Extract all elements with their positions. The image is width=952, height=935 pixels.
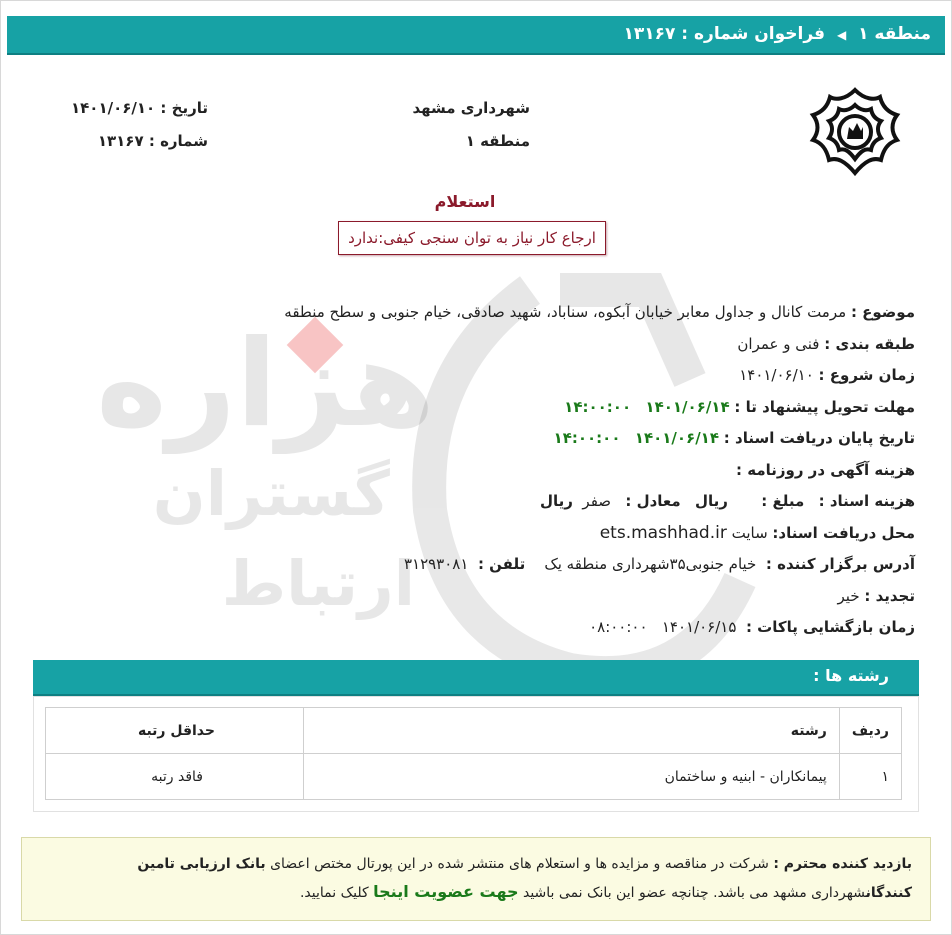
- start-value: ۱۴۰۱/۰۶/۱۰: [739, 366, 814, 384]
- header-meta: [38, 92, 208, 158]
- doc-end-label: تاریخ پایان دریافت اسناد :: [723, 429, 915, 447]
- doc-cost-label: هزینه اسناد :: [818, 492, 915, 510]
- renew-label: تجدید :: [864, 586, 915, 605]
- cell-field: پیمانکاران - ابنیه و ساختمان: [304, 754, 840, 800]
- tender-details: [35, 298, 915, 645]
- col-header-row-number: ردیف: [839, 708, 901, 754]
- page-title: استعلام: [434, 192, 496, 211]
- number-value: ۱۳۱۶۷: [97, 132, 144, 150]
- renew-row: [35, 582, 915, 614]
- renew-value: خیر: [837, 586, 860, 605]
- header-number: [38, 125, 208, 158]
- start-label: زمان شروع :: [818, 366, 915, 384]
- notice-bank: بانک ارزیابی تامین کنندگان: [137, 856, 912, 901]
- rial-label-2: ریال: [539, 492, 573, 510]
- org-name: شهرداری مشهد: [412, 99, 530, 117]
- subject-label: موضوع :: [850, 303, 915, 321]
- fields-title: رشته ها :: [813, 666, 889, 685]
- doc-place-prefix: سایت: [731, 523, 768, 542]
- fields-table: [45, 707, 902, 800]
- doc-place-row: [35, 519, 915, 551]
- table-header-row: [46, 708, 902, 754]
- cell-min-rank: فاقد رتبه: [46, 754, 304, 800]
- open-time: ۰۸:۰۰:۰۰: [589, 618, 648, 636]
- table-row: [46, 754, 902, 800]
- doc-place-label: محل دریافت اسناد:: [772, 523, 915, 542]
- chevron-left-icon: ◀: [836, 28, 847, 42]
- visitor-notice: [21, 837, 931, 921]
- header-date: [38, 92, 208, 125]
- membership-link[interactable]: جهت عضویت اینجا: [373, 882, 519, 901]
- ad-cost-label: هزینه آگهی در روزنامه :: [736, 460, 915, 479]
- doc-end-date: ۱۴۰۱/۰۶/۱۴: [634, 429, 719, 447]
- date-value: ۱۴۰۱/۰۶/۱۰: [70, 99, 156, 117]
- phone-value: ۳۱۲۹۳۰۸۱: [403, 555, 469, 573]
- notice-text-3: کلیک نمایید.: [299, 885, 369, 901]
- cell-row-number: ۱: [839, 754, 901, 800]
- col-header-min-rank: حداقل رتبه: [46, 708, 304, 754]
- doc-end-row: [35, 424, 915, 456]
- category-label: طبقه بندی :: [824, 334, 915, 353]
- equiv-label: معادل :: [625, 492, 681, 510]
- address-label: آدرس برگزار کننده :: [765, 555, 915, 573]
- notice-text-2: شهرداری مشهد می باشد. چنانچه عضو این بانک نمی باشید: [522, 885, 866, 901]
- breadcrumb-bar: [7, 16, 945, 55]
- open-label: زمان بازگشایی پاکات :: [745, 618, 915, 636]
- notice-lead: بازدید کننده محترم :: [773, 856, 912, 872]
- subject-value: مرمت کانال و جداول معابر خیابان آبکوه، سناباد، شهید صادقی، خیام جنوبی و سطح منطقه: [284, 303, 847, 321]
- col-header-field: رشته: [304, 708, 840, 754]
- address-row: [35, 550, 915, 582]
- date-label: تاریخ :: [160, 99, 208, 117]
- fields-section-header: [33, 660, 919, 696]
- deadline-time: ۱۴:۰۰:۰۰: [564, 397, 632, 416]
- category-row: [35, 330, 915, 362]
- breadcrumb-call: فراخوان شماره : ۱۳۱۶۷: [623, 24, 826, 44]
- notice-text-1: شرکت در مناقصه و مزایده ها و استعلام های منتشر شده در این پورتال مختص اعضای: [270, 856, 769, 872]
- ad-cost-row: [35, 456, 915, 488]
- mashhad-municipality-logo-icon: [805, 85, 905, 180]
- rial-label-1: ریال: [694, 492, 728, 510]
- subject-row: [35, 298, 915, 330]
- deadline-row: [35, 393, 915, 425]
- doc-end-time: ۱۴:۰۰:۰۰: [553, 429, 621, 447]
- header-org: [330, 92, 530, 158]
- breadcrumb-region[interactable]: منطقه ۱: [858, 24, 931, 44]
- doc-cost-row: [35, 487, 915, 519]
- org-region: منطقه ۱: [465, 132, 530, 150]
- amount-label: مبلغ :: [761, 492, 805, 510]
- open-row: [35, 613, 915, 645]
- quality-assessment-box: ارجاع کار نیاز به توان سنجی کیفی:ندارد: [338, 221, 606, 255]
- start-row: [35, 361, 915, 393]
- doc-place-site-link[interactable]: ets.mashhad.ir: [599, 522, 727, 543]
- deadline-date: ۱۴۰۱/۰۶/۱۴: [645, 397, 730, 416]
- deadline-label: مهلت تحویل پیشنهاد تا :: [734, 397, 915, 416]
- open-date: ۱۴۰۱/۰۶/۱۵: [661, 618, 737, 636]
- fields-panel: [33, 696, 919, 812]
- number-label: شماره :: [148, 132, 208, 150]
- category-value: فنی و عمران: [737, 334, 820, 353]
- equiv-value: صفر: [582, 492, 612, 510]
- phone-label: تلفن :: [477, 555, 526, 573]
- address-value: خیام جنوبی۳۵شهرداری منطقه یک: [544, 555, 757, 573]
